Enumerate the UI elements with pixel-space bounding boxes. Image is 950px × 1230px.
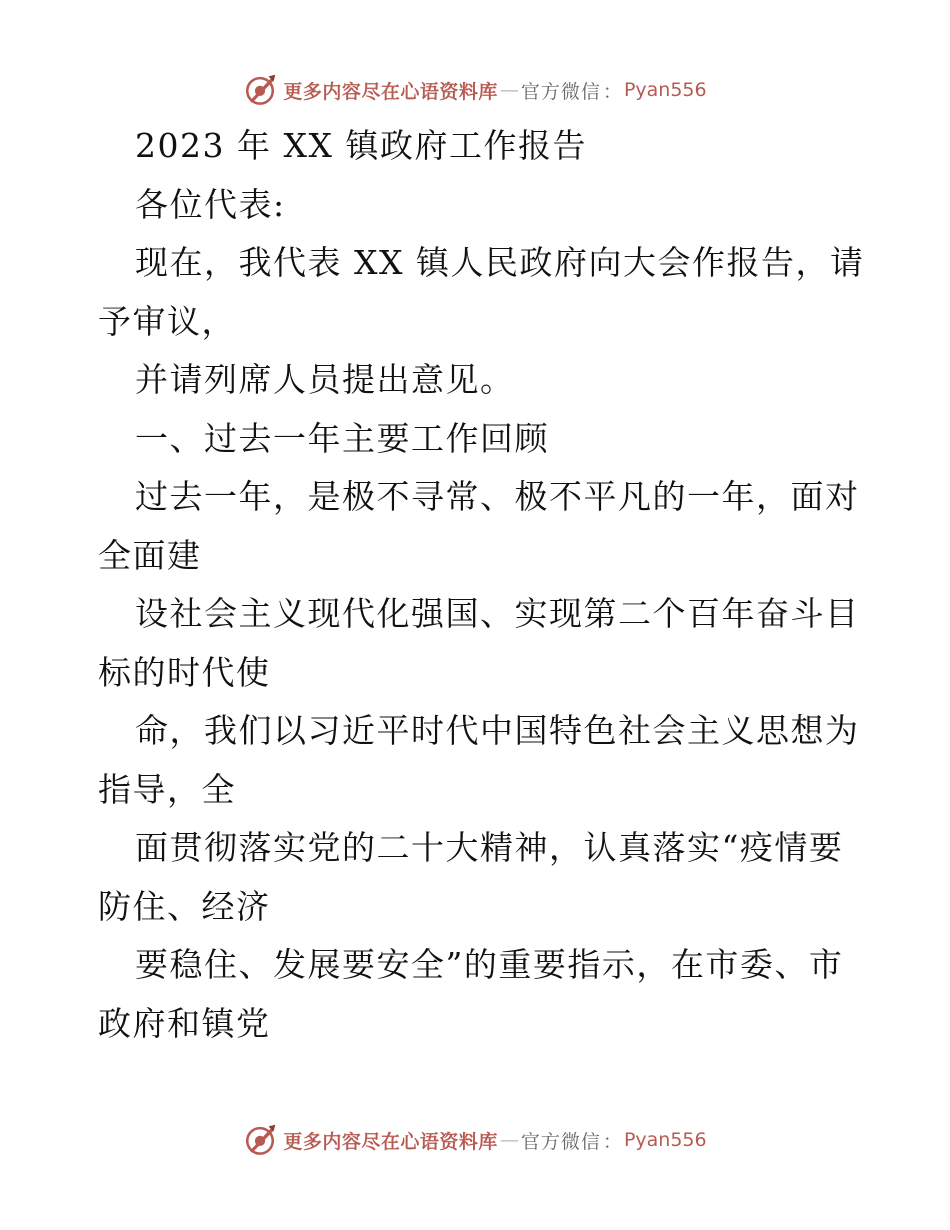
text-line: 面贯彻落实党的二十大精神，认真落实“疫情要	[135, 828, 844, 867]
document-body	[98, 117, 865, 1053]
watermark-sub-text: 官方微信	[520, 80, 601, 103]
text-line: 政府和镇党	[98, 1003, 271, 1043]
footer-watermark	[0, 1120, 950, 1160]
text-line: 命，我们以习近平时代中国特色社会主义思想为	[135, 711, 860, 750]
watermark-separator: ：	[602, 80, 622, 103]
text-line: 过去一年，是极不寻常、极不平凡的一年，面对	[135, 477, 860, 516]
text-line: 现在，我代表 XX 镇人民政府向大会作报告，请	[135, 243, 865, 282]
watermark-dash: —	[499, 1129, 519, 1151]
text-line: 并请列席人员提出意见。	[135, 360, 515, 399]
watermark-wechat-id: Pyan556	[623, 79, 707, 101]
text-line: 2023 年 XX 镇政府工作报告	[135, 126, 587, 165]
watermark-wechat-id: Pyan556	[623, 1129, 707, 1151]
quill-seal-logo-icon	[243, 73, 277, 107]
watermark-separator: ：	[602, 1130, 622, 1153]
watermark-main-text: 更多内容尽在心语资料库	[283, 1130, 498, 1153]
text-line: 予审议，	[98, 301, 236, 341]
watermark-sub-text: 官方微信	[520, 1130, 601, 1153]
text-line: 设社会主义现代化强国、实现第二个百年奋斗目	[135, 594, 860, 633]
text-line: 防住、经济	[98, 886, 271, 926]
text-line: 一、过去一年主要工作回顾	[135, 418, 549, 458]
text-line: 各位代表:	[135, 184, 286, 224]
text-line: 要稳住、发展要安全”的重要指示，在市委、市	[135, 945, 844, 984]
watermark-dash: —	[499, 79, 519, 101]
watermark-main-text: 更多内容尽在心语资料库	[283, 80, 498, 103]
header-watermark	[0, 70, 950, 110]
quill-seal-logo-icon	[243, 1123, 277, 1157]
text-line: 指导，全	[98, 769, 236, 809]
text-line: 全面建	[98, 535, 202, 575]
text-line: 标的时代使	[98, 652, 271, 692]
